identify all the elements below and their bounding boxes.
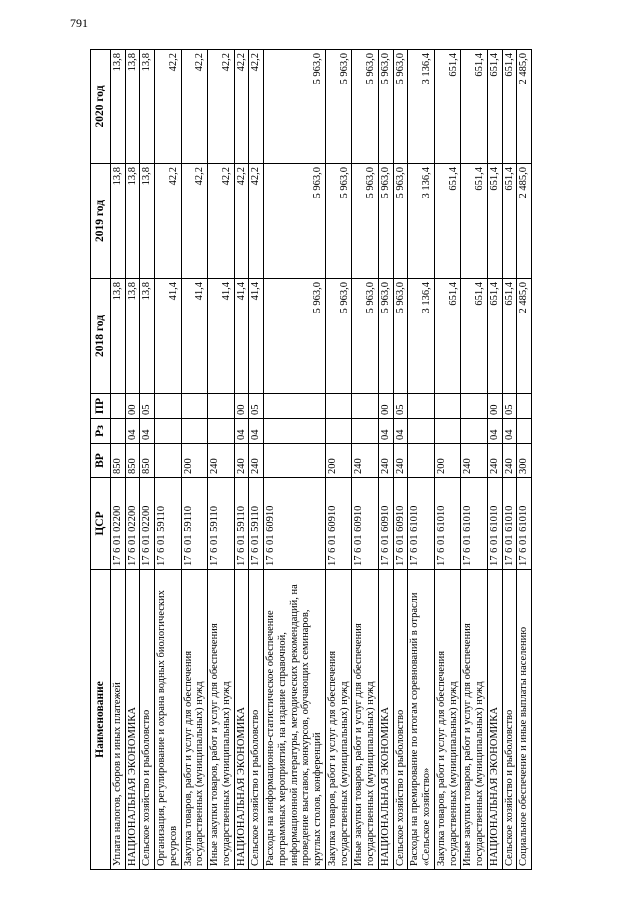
cell-name: Сельское хозяйство и рыболовство	[140, 570, 155, 870]
cell-rz: 04	[249, 419, 264, 444]
table-row	[234, 50, 249, 870]
column-header: 2018 год	[91, 279, 111, 394]
cell-2019: 651,4	[487, 164, 502, 279]
cell-2018: 5 963,0	[378, 279, 393, 394]
cell-vr: 300	[517, 444, 532, 478]
column-header: ВР	[91, 444, 111, 478]
table-row	[325, 50, 352, 870]
cell-2019: 5 963,0	[393, 164, 408, 279]
cell-2018: 41,4	[155, 279, 182, 394]
cell-2018: 651,4	[434, 279, 461, 394]
cell-2020: 651,4	[461, 50, 488, 164]
cell-csr: 17 6 01 59110	[208, 478, 235, 570]
cell-2019: 42,2	[181, 164, 208, 279]
cell-2020: 13,8	[110, 50, 125, 164]
cell-pr: 00	[125, 394, 140, 419]
table-row	[125, 50, 140, 870]
cell-2018: 41,4	[181, 279, 208, 394]
cell-2020: 651,4	[434, 50, 461, 164]
cell-rz	[408, 419, 435, 444]
budget-table	[90, 49, 532, 870]
cell-csr: 17 6 01 60910	[264, 478, 326, 570]
table-row	[408, 50, 435, 870]
table-row	[434, 50, 461, 870]
cell-pr	[208, 394, 235, 419]
cell-2018: 2 485,0	[517, 279, 532, 394]
cell-2018: 651,4	[502, 279, 517, 394]
cell-pr: 00	[487, 394, 502, 419]
cell-vr: 240	[352, 444, 379, 478]
cell-name: Расходы на премирование по итогам соревнований в отрасли «Сельское хозяйство»	[408, 570, 435, 870]
cell-vr: 850	[110, 444, 125, 478]
cell-2020: 5 963,0	[393, 50, 408, 164]
cell-pr	[517, 394, 532, 419]
cell-2019: 3 136,4	[408, 164, 435, 279]
table-header-row	[91, 50, 111, 870]
cell-csr: 17 6 01 59110	[155, 478, 182, 570]
table-body	[110, 50, 531, 870]
cell-vr: 240	[378, 444, 393, 478]
cell-vr: 200	[181, 444, 208, 478]
cell-pr: 00	[234, 394, 249, 419]
cell-csr: 17 6 01 59110	[249, 478, 264, 570]
cell-name: НАЦИОНАЛЬНАЯ ЭКОНОМИКА	[378, 570, 393, 870]
cell-rz: 04	[140, 419, 155, 444]
cell-2019: 42,2	[249, 164, 264, 279]
table-row	[487, 50, 502, 870]
cell-rz: 04	[234, 419, 249, 444]
cell-rz	[325, 419, 352, 444]
cell-vr: 200	[325, 444, 352, 478]
cell-pr: 05	[140, 394, 155, 419]
cell-2020: 42,2	[155, 50, 182, 164]
cell-csr: 17 6 01 61010	[461, 478, 488, 570]
cell-csr: 17 6 01 60910	[352, 478, 379, 570]
cell-name: Иные закупки товаров, работ и услуг для обеспечения государственных (муниципальных) нужд	[208, 570, 235, 870]
cell-2019: 5 963,0	[264, 164, 326, 279]
cell-2020: 42,2	[234, 50, 249, 164]
cell-pr	[352, 394, 379, 419]
cell-csr: 17 6 01 60910	[325, 478, 352, 570]
cell-rz: 04	[125, 419, 140, 444]
cell-2020: 651,4	[502, 50, 517, 164]
table-row	[181, 50, 208, 870]
cell-pr	[181, 394, 208, 419]
cell-rz	[352, 419, 379, 444]
cell-name: Расходы на информационно-статистическое обеспечение программных мероприятий, на издание справочной, информационной литературы, методических рекомендаций, на проведение выставок, конкурсов, обучающих семинаров, круглых столов, конференций	[264, 570, 326, 870]
table-row	[140, 50, 155, 870]
cell-rz: 04	[502, 419, 517, 444]
cell-2019: 42,2	[234, 164, 249, 279]
cell-2018: 13,8	[125, 279, 140, 394]
cell-name: НАЦИОНАЛЬНАЯ ЭКОНОМИКА	[234, 570, 249, 870]
cell-csr: 17 6 01 59110	[181, 478, 208, 570]
cell-2018: 5 963,0	[393, 279, 408, 394]
cell-2020: 42,2	[181, 50, 208, 164]
cell-name: НАЦИОНАЛЬНАЯ ЭКОНОМИКА	[125, 570, 140, 870]
cell-csr: 17 6 01 59110	[234, 478, 249, 570]
cell-2019: 13,8	[125, 164, 140, 279]
cell-pr: 00	[378, 394, 393, 419]
cell-pr	[155, 394, 182, 419]
cell-pr	[461, 394, 488, 419]
cell-name: Закупка товаров, работ и услуг для обеспечения государственных (муниципальных) нужд	[181, 570, 208, 870]
cell-rz	[155, 419, 182, 444]
cell-csr: 17 6 01 61010	[434, 478, 461, 570]
cell-2018: 651,4	[461, 279, 488, 394]
cell-2018: 5 963,0	[352, 279, 379, 394]
cell-2018: 41,4	[234, 279, 249, 394]
cell-2020: 13,8	[125, 50, 140, 164]
cell-vr: 240	[393, 444, 408, 478]
cell-name: Иные закупки товаров, работ и услуг для обеспечения государственных (муниципальных) нужд	[352, 570, 379, 870]
cell-pr	[325, 394, 352, 419]
table-row	[264, 50, 326, 870]
cell-rz	[434, 419, 461, 444]
cell-vr	[155, 444, 182, 478]
cell-name: Закупка товаров, работ и услуг для обеспечения государственных (муниципальных) нужд	[434, 570, 461, 870]
cell-vr: 200	[434, 444, 461, 478]
cell-2018: 41,4	[208, 279, 235, 394]
rotated-budget-table	[90, 50, 620, 870]
table-row	[249, 50, 264, 870]
cell-vr: 240	[461, 444, 488, 478]
cell-2018: 13,8	[110, 279, 125, 394]
cell-csr: 17 6 01 60910	[393, 478, 408, 570]
cell-rz	[110, 419, 125, 444]
cell-pr: 05	[393, 394, 408, 419]
column-header: Рз	[91, 419, 111, 444]
cell-csr: 17 6 01 61010	[517, 478, 532, 570]
cell-csr: 17 6 01 61010	[487, 478, 502, 570]
column-header: 2020 год	[91, 50, 111, 164]
cell-name: Сельское хозяйство и рыболовство	[502, 570, 517, 870]
cell-2019: 42,2	[208, 164, 235, 279]
cell-pr	[408, 394, 435, 419]
cell-name: Организация, регулирование и охрана водных биологических ресурсов	[155, 570, 182, 870]
cell-2020: 5 963,0	[325, 50, 352, 164]
table-row	[517, 50, 532, 870]
cell-csr: 17 6 01 61010	[502, 478, 517, 570]
column-header: ЦСР	[91, 478, 111, 570]
cell-2020: 2 485,0	[517, 50, 532, 164]
cell-2020: 5 963,0	[378, 50, 393, 164]
cell-rz: 04	[393, 419, 408, 444]
cell-2020: 5 963,0	[352, 50, 379, 164]
cell-csr: 17 6 01 02200	[140, 478, 155, 570]
cell-pr	[110, 394, 125, 419]
cell-2020: 651,4	[487, 50, 502, 164]
cell-2019: 13,8	[110, 164, 125, 279]
cell-vr: 850	[125, 444, 140, 478]
table-row	[155, 50, 182, 870]
cell-csr: 17 6 01 02200	[125, 478, 140, 570]
cell-2018: 41,4	[249, 279, 264, 394]
cell-name: НАЦИОНАЛЬНАЯ ЭКОНОМИКА	[487, 570, 502, 870]
cell-2019: 5 963,0	[325, 164, 352, 279]
cell-2020: 3 136,4	[408, 50, 435, 164]
table-row	[208, 50, 235, 870]
cell-vr: 240	[234, 444, 249, 478]
table-row	[461, 50, 488, 870]
cell-name: Сельское хозяйство и рыболовство	[249, 570, 264, 870]
cell-rz	[208, 419, 235, 444]
cell-pr	[434, 394, 461, 419]
table-row	[393, 50, 408, 870]
table-row	[502, 50, 517, 870]
cell-vr: 240	[249, 444, 264, 478]
cell-2019: 13,8	[140, 164, 155, 279]
cell-csr: 17 6 01 02200	[110, 478, 125, 570]
cell-rz: 04	[378, 419, 393, 444]
column-header: 2019 год	[91, 164, 111, 279]
table-row	[352, 50, 379, 870]
cell-vr: 850	[140, 444, 155, 478]
cell-name: Закупка товаров, работ и услуг для обеспечения государственных (муниципальных) нужд	[325, 570, 352, 870]
cell-2019: 42,2	[155, 164, 182, 279]
cell-2020: 5 963,0	[264, 50, 326, 164]
cell-rz: 04	[487, 419, 502, 444]
column-header: Наименование	[91, 570, 111, 870]
cell-vr: 240	[502, 444, 517, 478]
cell-name: Иные закупки товаров, работ и услуг для обеспечения государственных (муниципальных) нужд	[461, 570, 488, 870]
cell-rz	[264, 419, 326, 444]
cell-rz	[517, 419, 532, 444]
cell-2019: 5 963,0	[378, 164, 393, 279]
cell-pr: 05	[502, 394, 517, 419]
cell-2020: 42,2	[208, 50, 235, 164]
cell-2020: 13,8	[140, 50, 155, 164]
cell-name: Социальное обеспечение и иные выплаты населению	[517, 570, 532, 870]
cell-2018: 5 963,0	[264, 279, 326, 394]
cell-name: Сельское хозяйство и рыболовство	[393, 570, 408, 870]
cell-csr: 17 6 01 60910	[378, 478, 393, 570]
cell-vr	[408, 444, 435, 478]
cell-2019: 651,4	[461, 164, 488, 279]
cell-2019: 5 963,0	[352, 164, 379, 279]
cell-vr: 240	[208, 444, 235, 478]
cell-csr: 17 6 01 61010	[408, 478, 435, 570]
table-row	[378, 50, 393, 870]
cell-vr: 240	[487, 444, 502, 478]
cell-name: Уплата налогов, сборов и иных платежей	[110, 570, 125, 870]
cell-2019: 651,4	[434, 164, 461, 279]
cell-2018: 3 136,4	[408, 279, 435, 394]
cell-2020: 42,2	[249, 50, 264, 164]
cell-pr: 05	[249, 394, 264, 419]
cell-2018: 651,4	[487, 279, 502, 394]
cell-rz	[181, 419, 208, 444]
table-row	[110, 50, 125, 870]
cell-2018: 13,8	[140, 279, 155, 394]
cell-2018: 5 963,0	[325, 279, 352, 394]
cell-pr	[264, 394, 326, 419]
column-header: ПР	[91, 394, 111, 419]
cell-rz	[461, 419, 488, 444]
cell-2019: 2 485,0	[517, 164, 532, 279]
cell-2019: 651,4	[502, 164, 517, 279]
cell-vr	[264, 444, 326, 478]
page-number: 791	[70, 16, 88, 30]
